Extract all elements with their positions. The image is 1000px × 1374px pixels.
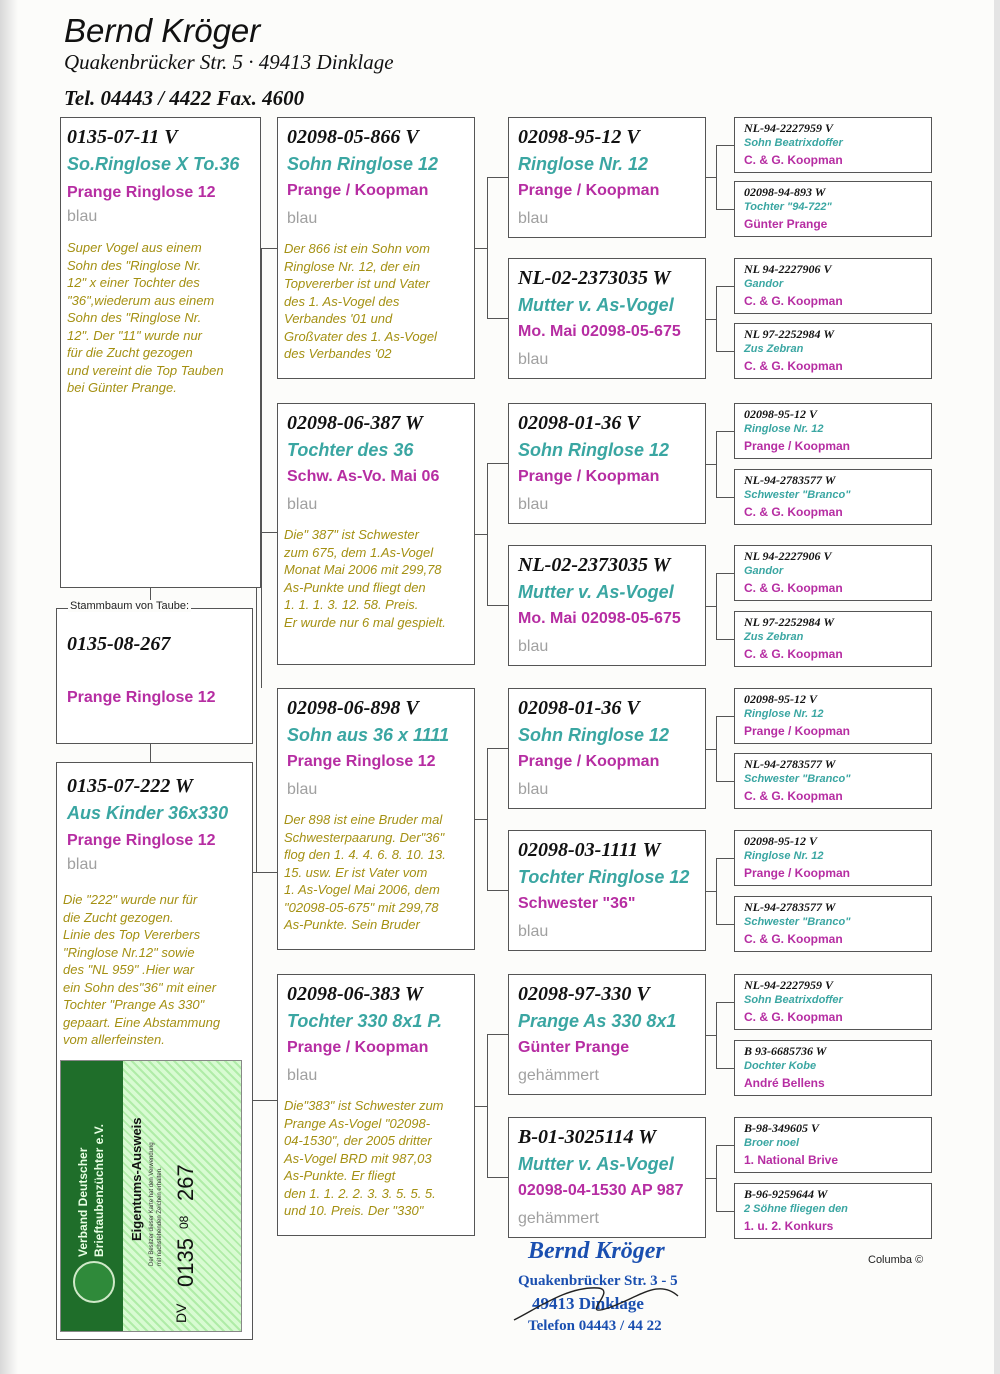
- pigeon-owner: C. & G. Koopman: [744, 294, 843, 308]
- pigeon-title: Ringlose Nr. 12: [744, 708, 824, 720]
- ancestor-box: [734, 688, 932, 744]
- pigeon-title: Mutter v. As-Vogel: [518, 295, 674, 315]
- pigeon-color: blau: [518, 638, 549, 655]
- grandparent-box: [277, 974, 475, 1236]
- pigeon-notes: [284, 526, 446, 631]
- ring-number: 02098-94-893 W: [744, 185, 826, 199]
- note-line: "Ringlose Nr.12" sowie: [63, 944, 195, 960]
- connector-line: [706, 606, 716, 607]
- pigeon-color: blau: [518, 781, 549, 798]
- ring-number: NL 94-2227906 V: [744, 549, 832, 563]
- connector-line: [706, 1035, 716, 1036]
- card-club: 0135: [173, 1238, 198, 1287]
- pigeon-owner: Prange / Koopman: [518, 182, 660, 199]
- ancestor-box: [734, 1117, 932, 1173]
- pigeon-title: Tochter "94-722": [744, 201, 832, 213]
- pigeon-owner: C. & G. Koopman: [744, 789, 843, 803]
- note-line: Verbandes '01 und: [284, 311, 393, 326]
- connector-line: [716, 209, 734, 210]
- note-line: Schwesterpaarung. Der"36": [284, 829, 445, 845]
- signature-scribble: [508, 1268, 708, 1328]
- connector-line: [716, 639, 734, 640]
- pigeon-color: gehämmert: [518, 1067, 599, 1084]
- note-line: Ringlose Nr. 12, der ein: [284, 258, 421, 274]
- pigeon-owner: André Bellens: [744, 1076, 825, 1090]
- card-prefix: DV: [173, 1303, 189, 1323]
- stamp-name: Bernd Kröger: [528, 1238, 665, 1264]
- great-grandparent-box: [508, 545, 706, 666]
- ring-number: B-96-9259644 W: [744, 1187, 828, 1201]
- ancestor-box: [734, 545, 932, 601]
- connector-line: [475, 534, 487, 535]
- connector-line: [261, 248, 277, 249]
- ownership-card: [60, 1060, 242, 1332]
- connector-line: [706, 319, 716, 320]
- connector-line: [716, 1002, 717, 1068]
- pigeon-owner: Schw. As-Vo. Mai 06: [287, 468, 440, 485]
- connector-line: [716, 286, 717, 351]
- ancestor-box: [734, 830, 932, 886]
- pigeon-notes: [284, 240, 437, 363]
- pigeon-owner: C. & G. Koopman: [744, 932, 843, 946]
- connector-line: [716, 1002, 734, 1003]
- connector-line: [716, 1068, 734, 1069]
- great-grandparent-box: [508, 258, 706, 379]
- pigeon-notes: [284, 811, 446, 934]
- pigeon-title: Schwester "Branco": [744, 489, 851, 501]
- pigeon-owner: Günter Prange: [518, 1039, 630, 1056]
- ancestor-box: [734, 469, 932, 525]
- ancestor-box: [734, 611, 932, 667]
- pigeon-owner: C. & G. Koopman: [744, 359, 843, 373]
- connector-line: [261, 248, 262, 688]
- ring-number: NL 94-2227906 V: [744, 262, 832, 276]
- ancestor-box: [734, 753, 932, 809]
- note-line: Monat Mai 2006 mit 299,78: [284, 562, 442, 577]
- note-line: zum 675, dem 1.As-Vogel: [284, 544, 434, 560]
- ring-number: 02098-03-1111 W: [518, 839, 661, 861]
- pigeon-color: blau: [287, 781, 318, 798]
- connector-line: [716, 781, 734, 782]
- note-line: den 1. 1. 2. 2. 3. 3. 5. 5. 5.: [284, 1185, 436, 1201]
- pigeon-title: Schwester "Branco": [744, 773, 851, 785]
- ring-number: NL-94-2227959 V: [744, 978, 833, 992]
- pigeon-notes: [63, 891, 220, 1049]
- subject-box: [56, 608, 253, 744]
- pigeon-color: gehämmert: [518, 1210, 599, 1227]
- note-line: Topvererber ist und Vater: [284, 276, 430, 291]
- ring-number: 02098-01-36 V: [518, 697, 640, 719]
- connector-line: [716, 1211, 734, 1212]
- connector-line: [716, 858, 717, 924]
- note-line: As-Punkte. Sein Bruder: [284, 917, 420, 932]
- great-grandparent-box: [508, 688, 706, 809]
- great-grandparent-box: [508, 117, 706, 238]
- card-fine: Der Besitzer dieser Karte hat den Verwendung: [149, 1142, 155, 1266]
- pigeon-owner: C. & G. Koopman: [744, 153, 843, 167]
- connector-line: [487, 890, 508, 891]
- ring-number: NL 97-2252984 W: [744, 327, 834, 341]
- note-line: "02098-05-675" mit 299,78: [284, 899, 439, 915]
- page-shadow-right: [994, 0, 1000, 1374]
- connector-line: [706, 749, 716, 750]
- pigeon-title: Sohn Beatrixdoffer: [744, 994, 843, 1006]
- father-box: [60, 117, 261, 588]
- note-line: Der 866 ist ein Sohn vom: [284, 241, 430, 256]
- breeder-stamp: [508, 1238, 728, 1338]
- pigeon-title: Ringlose Nr. 12: [518, 154, 649, 174]
- note-line: As-Punkte. Er fliegt: [284, 1168, 396, 1183]
- note-line: Sohn des "Ringlose Nr.: [67, 310, 202, 325]
- pigeon-owner: Prange / Koopman: [287, 1039, 429, 1056]
- connector-line: [253, 872, 277, 873]
- ring-number: NL-94-2783577 W: [744, 757, 836, 771]
- pigeon-owner: Mo. Mai 02098-05-675: [518, 323, 681, 340]
- note-line: 04-1530", der 2005 dritter: [284, 1133, 432, 1148]
- note-line: Sohn des "Ringlose Nr.: [67, 257, 202, 273]
- pigeon-title: Tochter Ringlose 12: [518, 867, 690, 887]
- pigeon-title: Mutter v. As-Vogel: [518, 582, 674, 602]
- stamp-phone: Telefon 04443 / 44 22: [528, 1318, 662, 1334]
- great-grandparent-box: [508, 830, 706, 951]
- connector-line: [716, 145, 734, 146]
- pigeon-owner: Prange / Koopman: [744, 724, 851, 738]
- ring-number: NL-94-2783577 W: [744, 900, 836, 914]
- pedigree-caption: Stammbaum von Taube:: [70, 600, 190, 612]
- pigeon-title: Ringlose Nr. 12: [744, 850, 824, 862]
- pigeon-owner: C. & G. Koopman: [744, 1010, 843, 1024]
- pigeon-color: blau: [518, 496, 549, 513]
- pigeon-title: Tochter 330 8x1 P.: [287, 1011, 443, 1031]
- note-line: Die "222" wurde nur für: [63, 892, 198, 907]
- connector-line: [706, 464, 716, 465]
- connector-line: [487, 318, 508, 319]
- note-line: As-Punkte und fliegt den: [284, 579, 426, 595]
- note-line: und vereint die Top Tauben: [67, 362, 224, 378]
- pigeon-title: So.Ringlose X To.36: [67, 154, 240, 174]
- connector-line: [487, 1034, 508, 1035]
- grandparent-box: [277, 117, 475, 379]
- connector-line: [487, 463, 508, 464]
- note-line: des 1. As-Vogel des: [284, 293, 400, 309]
- grandparent-box: [277, 688, 475, 950]
- note-line: Prange As-Vogel "02098-: [284, 1115, 431, 1131]
- ring-number: NL 97-2252984 W: [744, 615, 834, 629]
- note-line: Linie des Top Vererbers: [63, 927, 201, 942]
- pigeon-title: Zus Zebran: [744, 631, 804, 643]
- ring-number: 02098-95-12 V: [744, 407, 817, 421]
- ring-number: 02098-06-383 W: [287, 983, 423, 1005]
- breeder-name: Bernd Kröger: [64, 12, 261, 49]
- footer-brand: Columba ©: [868, 1254, 924, 1266]
- note-line: 1. 1. 1. 3. 12. 58. Preis.: [284, 597, 419, 612]
- pigeon-owner: C. & G. Koopman: [744, 581, 843, 595]
- connector-line: [716, 145, 717, 209]
- pigeon-owner: Prange Ringlose 12: [67, 832, 216, 849]
- pigeon-color: blau: [287, 496, 318, 513]
- connector-line: [706, 891, 716, 892]
- connector-line: [716, 1145, 734, 1146]
- pigeon-title: Broer noel: [744, 1137, 800, 1149]
- pigeon-title: Sohn Ringlose 12: [518, 725, 670, 745]
- ancestor-box: [734, 974, 932, 1030]
- pigeon-owner: Prange / Koopman: [744, 866, 851, 880]
- pigeon-title: 2 Söhne fliegen den: [744, 1203, 848, 1215]
- note-line: Er wurde nur 6 mal gespielt.: [284, 614, 446, 630]
- stamp-street: Quakenbrücker Str. 3 - 5: [518, 1273, 678, 1289]
- connector-line: [716, 431, 734, 432]
- note-line: 1. As-Vogel Mai 2006, dem: [284, 882, 440, 897]
- breeder-phone: Tel. 04443 / 4422 Fax. 4600: [64, 86, 305, 110]
- connector-line: [716, 716, 734, 717]
- note-line: des Verbandes '02: [284, 346, 392, 361]
- card-org: Verband Deutscher Brieftaubenzüchter e.V.: [76, 1124, 106, 1257]
- connector-line: [487, 748, 508, 749]
- ring-number: 02098-95-12 V: [744, 692, 817, 706]
- ring-number: 02098-97-330 V: [518, 983, 650, 1005]
- pigeon-notes: [67, 239, 224, 397]
- ancestor-box: [734, 1183, 932, 1239]
- note-line: und 10. Preis. Der "330": [284, 1203, 424, 1218]
- ring-number: 02098-01-36 V: [518, 412, 640, 434]
- ring-number: 02098-06-898 V: [287, 697, 419, 719]
- pigeon-title: Gandor: [744, 278, 784, 290]
- pigeon-title: Prange As 330 8x1: [518, 1011, 677, 1031]
- ring-number: NL-94-2227959 V: [744, 121, 833, 135]
- connector-line: [487, 748, 488, 890]
- note-line: Die" 387" ist Schwester: [284, 527, 419, 542]
- connector-line: [716, 858, 734, 859]
- connector-line: [716, 351, 734, 352]
- pigeon-color: blau: [518, 351, 549, 368]
- ancestor-box: [734, 181, 932, 237]
- pigeon-title: Mutter v. As-Vogel: [518, 1154, 674, 1174]
- pigeon-title: Aus Kinder 36x330: [67, 803, 229, 823]
- connector-line: [487, 1177, 508, 1178]
- ancestor-box: [734, 323, 932, 379]
- pigeon-owner: Prange / Koopman: [518, 468, 660, 485]
- note-line: 12" x einer Tochter des: [67, 275, 200, 290]
- pigeon-owner: Prange / Koopman: [287, 182, 429, 199]
- ancestor-box: [734, 403, 932, 459]
- ring-number: B-98-349605 V: [744, 1121, 819, 1135]
- pigeon-owner: C. & G. Koopman: [744, 505, 843, 519]
- connector-line: [706, 1178, 716, 1179]
- ring-number: B-01-3025114 W: [518, 1126, 656, 1148]
- connector-line: [716, 497, 734, 498]
- page-shadow-left: [0, 0, 18, 1374]
- connector-line: [487, 605, 508, 606]
- note-line: "36",wiederum aus einem: [67, 292, 215, 308]
- note-line: vom allerfeinsten.: [63, 1032, 165, 1047]
- ring-number: 02098-05-866 V: [287, 126, 419, 148]
- pigeon-color: blau: [67, 856, 98, 873]
- ancestor-box: [734, 117, 932, 173]
- note-line: Tochter "Prange As 330": [63, 997, 205, 1012]
- card-number: 267: [173, 1164, 198, 1201]
- connector-line: [475, 819, 487, 820]
- connector-line: [487, 1034, 488, 1177]
- ancestor-box: [734, 896, 932, 952]
- pigeon-title: Dochter Kobe: [744, 1060, 817, 1072]
- great-grandparent-box: [508, 403, 706, 524]
- pigeon-owner: Schwester "36": [518, 895, 636, 912]
- connector-line: [716, 924, 734, 925]
- card-year: 08: [177, 1215, 191, 1229]
- great-grandparent-box: [508, 974, 706, 1095]
- ring-number: 0135-07-222 W: [67, 775, 193, 797]
- pigeon-color: blau: [287, 210, 318, 227]
- ring-number: NL-02-2373035 W: [518, 554, 671, 576]
- pigeon-color: blau: [518, 923, 549, 940]
- pigeon-owner: 1. National Brive: [744, 1153, 839, 1167]
- connector-line: [475, 1106, 487, 1107]
- pigeon-owner: Prange / Koopman: [744, 439, 851, 453]
- pigeon-owner: Prange Ringlose 12: [67, 689, 216, 706]
- pigeon-color: blau: [67, 208, 98, 225]
- note-line: bei Günter Prange.: [67, 380, 177, 395]
- pigeon-title: Sohn Ringlose 12: [287, 154, 439, 174]
- pigeon-title: Sohn Ringlose 12: [518, 440, 670, 460]
- connector-line: [487, 177, 488, 318]
- pigeon-title: Gandor: [744, 565, 784, 577]
- breeder-address: Quakenbrücker Str. 5 · 49413 Dinklage: [64, 50, 394, 74]
- grandparent-box: [277, 403, 475, 665]
- pigeon-owner: 02098-04-1530 AP 987: [518, 1182, 684, 1199]
- connector-line: [261, 532, 277, 533]
- pigeon-owner: Prange Ringlose 12: [287, 753, 436, 770]
- note-line: des "NL 959" .Hier war: [63, 962, 195, 977]
- note-line: Großvater des 1. As-Vogel: [284, 328, 437, 344]
- ring-number: 0135-07-11 V: [67, 126, 178, 148]
- connector-line: [150, 744, 151, 762]
- pigeon-title: Sohn Beatrixdoffer: [744, 137, 843, 149]
- note-line: flog den 1. 4. 4. 6. 8. 10. 13.: [284, 847, 446, 862]
- note-line: 12". Der "11" wurde nur: [67, 327, 203, 343]
- pigeon-owner: C. & G. Koopman: [744, 647, 843, 661]
- great-grandparent-box: [508, 1117, 706, 1238]
- ring-number: NL-94-2783577 W: [744, 473, 836, 487]
- pigeon-owner: Günter Prange: [744, 217, 828, 231]
- ring-number: 0135-08-267: [67, 633, 171, 655]
- pigeon-title: Zus Zebran: [744, 343, 804, 355]
- connector-line: [475, 248, 487, 249]
- note-line: für die Zucht gezogen: [67, 345, 193, 360]
- ancestor-box: [734, 1040, 932, 1096]
- note-line: Der 898 ist eine Bruder mal: [284, 812, 443, 827]
- connector-line: [716, 716, 717, 781]
- note-line: 15. usw. Er ist Vater vom: [284, 864, 428, 880]
- connector-line: [706, 177, 716, 178]
- card-doc: Eigentums-Ausweis: [129, 1117, 144, 1241]
- ring-number: 02098-95-12 V: [518, 126, 640, 148]
- pigeon-color: blau: [518, 210, 549, 227]
- connector-line: [716, 431, 717, 497]
- pigeon-notes: [284, 1097, 444, 1220]
- connector-line: [487, 177, 508, 178]
- connector-line: [716, 573, 734, 574]
- connector-line: [716, 1145, 717, 1211]
- note-line: Super Vogel aus einem: [67, 240, 202, 255]
- pigeon-owner: Mo. Mai 02098-05-675: [518, 610, 681, 627]
- stamp-city: 49413 Dinklage: [532, 1294, 644, 1313]
- pigeon-title: Ringlose Nr. 12: [744, 423, 824, 435]
- note-line: Die"383" ist Schwester zum: [284, 1098, 444, 1113]
- pigeon-title: Tochter des 36: [287, 440, 414, 460]
- card-fine2: mit nachstehenden Zeichen erhalten.: [157, 1167, 163, 1266]
- pigeon-owner: Prange Ringlose 12: [67, 184, 216, 201]
- association-logo-icon: [73, 1261, 115, 1303]
- pigeon-title: Schwester "Branco": [744, 916, 851, 928]
- note-line: ein Sohn des"36" mit einer: [63, 979, 217, 995]
- note-line: die Zucht gezogen.: [63, 909, 174, 925]
- ring-number: B 93-6685736 W: [744, 1044, 827, 1058]
- ring-number: 02098-06-387 W: [287, 412, 423, 434]
- ancestor-box: [734, 258, 932, 314]
- connector-line: [716, 286, 734, 287]
- pigeon-owner: Prange / Koopman: [518, 753, 660, 770]
- ring-number: NL-02-2373035 W: [518, 267, 671, 289]
- connector-line: [716, 573, 717, 639]
- note-line: As-Vogel BRD mit 987,03: [284, 1150, 432, 1166]
- connector-line: [487, 463, 488, 605]
- pigeon-color: blau: [287, 1067, 318, 1084]
- pigeon-title: Sohn aus 36 x 1111: [287, 725, 450, 745]
- connector-line: [253, 1100, 277, 1101]
- note-line: gepaart. Eine Abstammung: [63, 1014, 221, 1030]
- pigeon-owner: 1. u. 2. Konkurs: [744, 1219, 834, 1233]
- ring-number: 02098-95-12 V: [744, 834, 817, 848]
